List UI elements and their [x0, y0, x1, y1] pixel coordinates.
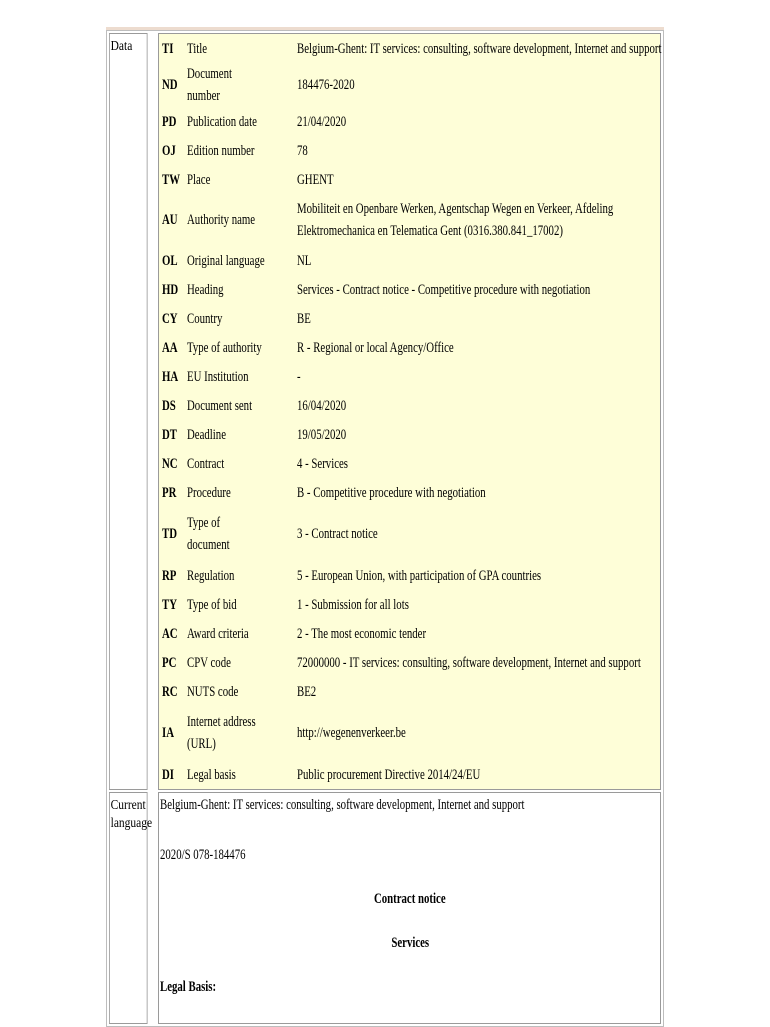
field-value: GHENT	[297, 171, 334, 188]
field-code: PR	[162, 484, 177, 501]
category-heading: Services	[391, 935, 429, 951]
field-value: http://wegenenverkeer.be	[297, 725, 406, 741]
field-label: Authority name	[187, 212, 256, 228]
field-label: Internet address (URL)	[187, 714, 256, 752]
field-code: DI	[162, 766, 175, 783]
field-code: TI	[162, 40, 174, 57]
field-value: B - Competitive procedure with negotiation	[297, 484, 486, 501]
notice-title-line: Belgium-Ghent: IT services: consulting, software development, Internet and support	[160, 797, 525, 813]
field-code: DT	[162, 426, 178, 443]
field-code: TW	[162, 171, 181, 188]
current-language-content	[158, 792, 661, 1024]
field-row-rc	[159, 677, 770, 706]
field-label: Procedure	[187, 484, 231, 501]
field-code: CY	[162, 310, 178, 327]
field-row-oj	[159, 136, 770, 165]
notice-reference: 2020/S 078-184476	[160, 847, 246, 863]
field-value: BE	[297, 310, 311, 327]
field-value: Services - Contract notice - Competitive procedure with negotiation	[297, 281, 591, 298]
field-row-aa	[159, 333, 770, 362]
field-code: PC	[162, 654, 177, 671]
field-code: OJ	[162, 142, 176, 159]
field-row-ha	[159, 362, 770, 391]
field-row-td	[159, 507, 770, 561]
field-label: Contract	[187, 455, 225, 472]
field-label: EU Institution	[187, 368, 249, 385]
data-fields-cell	[158, 33, 661, 790]
field-value: Mobiliteit en Openbare Werken, Agentschap Wegen en Verkeer, Afdeling Elektromechanica en Telematica Gent (0316.380.841_17002)	[297, 201, 614, 239]
field-code: TY	[162, 596, 178, 613]
notice-table	[106, 30, 664, 1027]
field-code: HD	[162, 281, 179, 298]
field-label: Title	[187, 40, 208, 57]
field-value: 2 - The most economic tender	[297, 625, 427, 642]
field-code: TD	[162, 526, 178, 542]
field-code: DS	[162, 397, 176, 414]
field-row-au	[159, 194, 770, 246]
field-label: Document sent	[187, 397, 253, 414]
legal-basis-label: Legal Basis:	[160, 979, 217, 995]
field-row-ac	[159, 619, 770, 648]
field-label: Legal basis	[187, 766, 236, 783]
field-row-tw	[159, 165, 770, 194]
notice-heading: Contract notice	[374, 891, 446, 907]
field-value: NL	[297, 252, 312, 269]
field-row-rp	[159, 561, 770, 590]
field-label: Edition number	[187, 142, 255, 159]
field-code: AU	[162, 212, 178, 228]
data-row	[109, 33, 661, 790]
field-value: 184476-2020	[297, 77, 355, 93]
field-value: 78	[297, 142, 308, 159]
field-label: Publication date	[187, 113, 257, 130]
field-code: ND	[162, 77, 178, 93]
field-label: Place	[187, 171, 211, 188]
field-label: NUTS code	[187, 683, 239, 700]
field-row-dt	[159, 420, 770, 449]
data-label-text: Data	[110, 39, 133, 54]
field-value: -	[297, 368, 301, 385]
field-code: AC	[162, 625, 178, 642]
field-label: Country	[187, 310, 223, 327]
metadata-fields-table	[159, 34, 770, 789]
current-language-label	[109, 792, 153, 1024]
field-row-ty	[159, 590, 770, 619]
field-label: Regulation	[187, 567, 235, 584]
field-value: 16/04/2020	[297, 397, 347, 414]
field-row-ds	[159, 391, 770, 420]
field-row-pr	[159, 478, 770, 507]
field-code: IA	[162, 725, 175, 741]
field-value: 19/05/2020	[297, 426, 347, 443]
field-label: Document number	[187, 66, 233, 104]
field-label: Original language	[187, 252, 265, 269]
current-language-label-line1: Current	[110, 798, 146, 813]
field-row-pc	[159, 648, 770, 677]
field-row-pd	[159, 107, 770, 136]
field-row-di	[159, 760, 770, 789]
field-row-nc	[159, 449, 770, 478]
field-row-nd	[159, 63, 770, 107]
field-value: 5 - European Union, with participation of GPA countries	[297, 567, 542, 584]
field-row-ia	[159, 706, 770, 760]
field-label: Type of authority	[187, 339, 262, 356]
data-section-label	[109, 33, 148, 790]
field-value: 72000000 - IT services: consulting, software development, Internet and support	[297, 654, 641, 671]
field-row-hd	[159, 275, 770, 304]
field-row-ti	[159, 34, 770, 63]
field-label: Deadline	[187, 426, 226, 443]
field-code: HA	[162, 368, 179, 385]
field-value: R - Regional or local Agency/Office	[297, 339, 454, 356]
field-code: OL	[162, 252, 178, 269]
field-code: RC	[162, 683, 178, 700]
field-code: AA	[162, 339, 178, 356]
field-row-cy	[159, 304, 770, 333]
current-language-label-line2: language	[110, 816, 153, 831]
field-value: BE2	[297, 683, 317, 700]
field-value: 1 - Submission for all lots	[297, 596, 409, 613]
field-label: CPV code	[187, 654, 231, 671]
field-code: NC	[162, 455, 178, 472]
field-value: Public procurement Directive 2014/24/EU	[297, 766, 481, 783]
field-value: Belgium-Ghent: IT services: consulting, software development, Internet and support	[297, 40, 662, 57]
field-value: 4 - Services	[297, 455, 349, 472]
current-language-row	[109, 792, 661, 1024]
field-value: 3 - Contract notice	[297, 526, 378, 542]
field-code: RP	[162, 567, 177, 584]
field-label: Type of bid	[187, 596, 237, 613]
field-label: Type of document	[187, 515, 230, 553]
field-value: 21/04/2020	[297, 113, 347, 130]
field-label: Heading	[187, 281, 224, 298]
field-code: PD	[162, 113, 177, 130]
field-row-ol	[159, 246, 770, 275]
field-label: Award criteria	[187, 625, 249, 642]
